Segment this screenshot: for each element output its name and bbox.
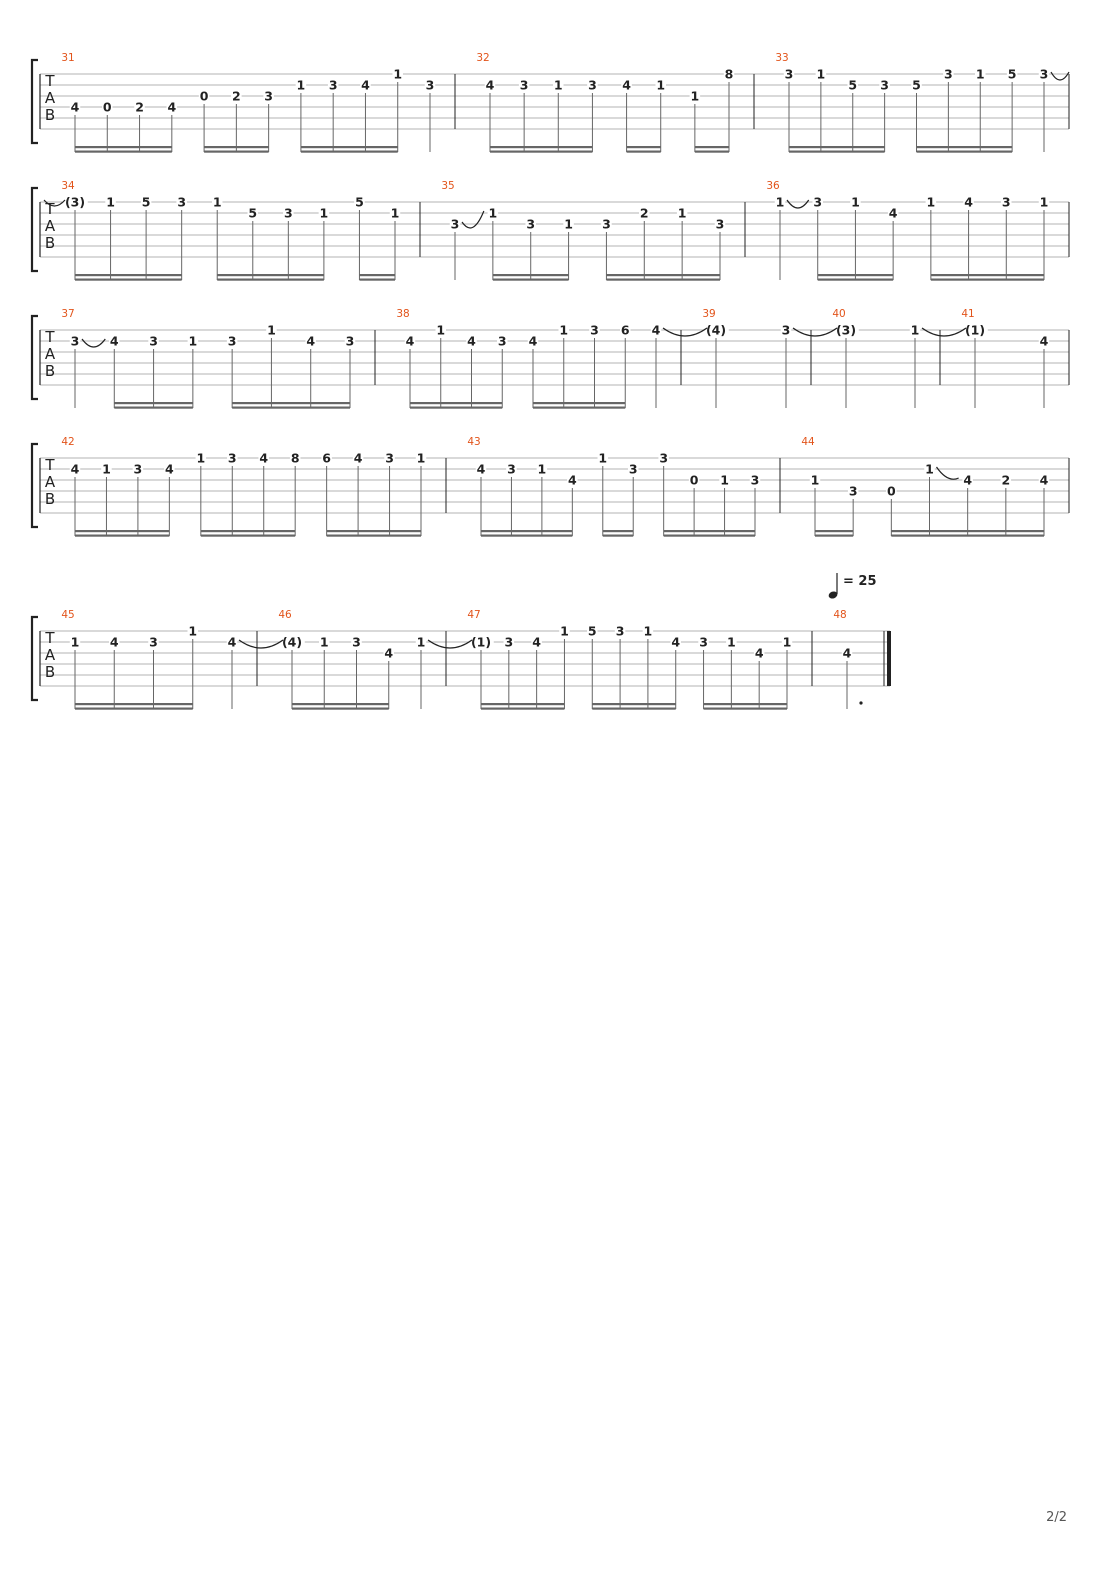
- fret-number: 1: [559, 322, 569, 338]
- fret-number: 1: [102, 461, 111, 477]
- fret-number: 4: [485, 77, 495, 93]
- fret-number: 3: [602, 216, 611, 232]
- fret-number: 0: [886, 483, 896, 499]
- fret-number: (4): [705, 322, 727, 338]
- fret-number: 4: [963, 472, 973, 488]
- measure-number: 33: [775, 52, 789, 64]
- fret-number: 1: [727, 634, 736, 650]
- beam-primary: [493, 279, 569, 281]
- fret-number: 2: [639, 205, 649, 221]
- fret-number: 1: [925, 461, 934, 477]
- beam-primary: [75, 151, 172, 153]
- beam-secondary: [917, 146, 1013, 148]
- fret-number: 5: [355, 194, 364, 210]
- beam-secondary: [410, 402, 502, 404]
- fret-number: 4: [671, 634, 681, 650]
- fret-number: 3: [519, 77, 529, 93]
- clef-letter-a: A: [44, 217, 56, 235]
- fret-number: 4: [754, 645, 764, 661]
- measure-number: 48: [833, 609, 847, 621]
- fret-number: 3: [1039, 66, 1049, 82]
- fret-number: 1: [553, 77, 563, 93]
- clef-letter-t: T: [45, 629, 55, 647]
- fret-number: 1: [416, 450, 426, 466]
- fret-number: 3: [699, 634, 708, 650]
- tie-arc: [462, 211, 484, 228]
- fret-number: 1: [560, 623, 569, 639]
- clef-letter-t: T: [45, 72, 55, 90]
- beam-secondary: [930, 530, 1045, 532]
- beam-primary: [481, 535, 572, 537]
- beam-primary: [75, 279, 182, 281]
- beam-secondary: [664, 530, 755, 532]
- fret-number: 4: [70, 99, 80, 115]
- beam-secondary: [704, 703, 787, 705]
- fret-number: 8: [290, 450, 300, 466]
- beam-secondary: [627, 146, 661, 148]
- beam-primary: [232, 407, 350, 409]
- fret-number: 1: [975, 66, 985, 82]
- beam-primary: [75, 535, 169, 537]
- beam-secondary: [481, 703, 564, 705]
- fret-number: 3: [425, 77, 435, 93]
- measure-number: 34: [61, 180, 75, 192]
- fret-number: (1): [964, 322, 986, 338]
- beam-primary: [301, 151, 398, 153]
- beam-secondary: [606, 274, 720, 276]
- beam-primary: [533, 407, 625, 409]
- fret-number: 4: [306, 333, 316, 349]
- system-bracket: [32, 444, 38, 527]
- fret-number: 3: [328, 77, 338, 93]
- fret-number: 3: [264, 88, 273, 104]
- fret-number: 1: [70, 634, 80, 650]
- measure-number: 39: [702, 308, 716, 320]
- beam-primary: [114, 407, 193, 409]
- fret-number: (3): [835, 322, 857, 338]
- fret-number: 3: [70, 333, 80, 349]
- fret-number: 3: [1001, 194, 1011, 210]
- clef-letter-b: B: [44, 106, 56, 124]
- beam-secondary: [891, 530, 929, 532]
- beam-secondary: [818, 274, 893, 276]
- beam-primary: [606, 279, 720, 281]
- fret-number: 3: [352, 634, 361, 650]
- beam-secondary: [301, 146, 398, 148]
- beam-secondary: [592, 703, 675, 705]
- beam-secondary: [359, 274, 395, 276]
- fret-number: 4: [109, 634, 119, 650]
- fret-number: 3: [784, 66, 794, 82]
- tie-arc: [239, 640, 283, 648]
- beam-primary: [75, 708, 193, 710]
- fret-number: (4): [281, 634, 303, 650]
- fret-number: 1: [488, 205, 498, 221]
- beam-secondary: [327, 530, 421, 532]
- fret-number: 3: [813, 194, 823, 210]
- fret-number: 4: [476, 461, 486, 477]
- fret-number: 3: [345, 333, 355, 349]
- tie-arc: [663, 328, 707, 336]
- system-bracket: [32, 60, 38, 143]
- fret-number: 3: [133, 461, 143, 477]
- clef-letter-t: T: [45, 200, 55, 218]
- fret-number: 4: [622, 77, 631, 93]
- fret-number: 6: [322, 450, 331, 466]
- fret-number: 1: [926, 194, 936, 210]
- fret-number: 4: [167, 99, 177, 115]
- beam-secondary: [75, 530, 169, 532]
- beam-secondary: [201, 530, 295, 532]
- fret-number: 3: [848, 483, 858, 499]
- measure-number: 37: [61, 308, 75, 320]
- beam-primary: [930, 535, 1045, 537]
- clef-letter-b: B: [44, 663, 56, 681]
- fret-number: 1: [106, 194, 115, 210]
- fret-number: 5: [1007, 66, 1017, 82]
- clef-letter-t: T: [45, 328, 55, 346]
- tie-arc: [82, 339, 105, 347]
- beam-primary: [704, 708, 787, 710]
- beam-secondary: [232, 402, 350, 404]
- fret-number: 4: [384, 645, 394, 661]
- fret-number: 3: [385, 450, 394, 466]
- beam-primary: [201, 535, 295, 537]
- fret-number: 4: [964, 194, 973, 210]
- fret-number: 4: [361, 77, 370, 93]
- beam-primary: [789, 151, 885, 153]
- fret-number: 4: [888, 205, 898, 221]
- fret-number: 1: [564, 216, 573, 232]
- system-bracket: [32, 316, 38, 399]
- beam-secondary: [533, 402, 625, 404]
- fret-number: 4: [109, 333, 119, 349]
- fret-number: 1: [188, 333, 198, 349]
- beam-primary: [292, 708, 389, 710]
- fret-number: 3: [615, 623, 625, 639]
- beam-primary: [891, 535, 929, 537]
- fret-number: 3: [507, 461, 516, 477]
- fret-number: 1: [212, 194, 222, 210]
- fret-number: 8: [724, 66, 734, 82]
- fret-number: 5: [587, 623, 597, 639]
- fret-number: 3: [177, 194, 187, 210]
- fret-number: 1: [598, 450, 608, 466]
- beam-secondary: [789, 146, 885, 148]
- fret-number: (1): [470, 634, 492, 650]
- fret-number: 3: [750, 472, 760, 488]
- tie-arc: [793, 328, 837, 336]
- beam-secondary: [490, 146, 592, 148]
- tempo-value: = 25: [843, 574, 877, 589]
- beam-primary: [815, 535, 853, 537]
- fret-number: 3: [450, 216, 460, 232]
- fret-number: 3: [149, 634, 158, 650]
- fret-number: 1: [1039, 194, 1049, 210]
- fret-number: 1: [537, 461, 547, 477]
- beam-secondary: [114, 402, 193, 404]
- measure-number: 36: [766, 180, 780, 192]
- beam-primary: [217, 279, 324, 281]
- beam-primary: [664, 535, 755, 537]
- clef-letter-b: B: [44, 362, 56, 380]
- measure-number: 47: [467, 609, 481, 621]
- fret-number: 1: [390, 205, 400, 221]
- fret-number: 4: [165, 461, 174, 477]
- clef-letter-a: A: [44, 89, 56, 107]
- fret-number: 1: [319, 634, 329, 650]
- fret-number: 1: [720, 472, 729, 488]
- rhythm-dot: [859, 701, 862, 704]
- tie-arc: [787, 200, 809, 208]
- measure-number: 46: [278, 609, 292, 621]
- fret-number: 1: [910, 322, 920, 338]
- fret-number: 5: [141, 194, 151, 210]
- fret-number: 1: [436, 322, 446, 338]
- fret-number: 1: [643, 623, 653, 639]
- fret-number: 1: [690, 88, 700, 104]
- fret-number: 1: [782, 634, 792, 650]
- clef-letter-a: A: [44, 345, 56, 363]
- measure-number: 42: [61, 436, 75, 448]
- measure-number: 38: [396, 308, 410, 320]
- fret-number: 4: [405, 333, 415, 349]
- fret-number: 3: [227, 450, 237, 466]
- beam-primary: [627, 151, 661, 153]
- fret-number: 1: [816, 66, 826, 82]
- fret-number: 4: [353, 450, 363, 466]
- beam-primary: [931, 279, 1044, 281]
- clef-letter-a: A: [44, 646, 56, 664]
- fret-number: 4: [467, 333, 476, 349]
- beam-secondary: [603, 530, 633, 532]
- fret-number: 3: [880, 77, 889, 93]
- fret-number: 1: [393, 66, 403, 82]
- beam-secondary: [815, 530, 853, 532]
- clef-letter-b: B: [44, 234, 56, 252]
- fret-number: 3: [659, 450, 669, 466]
- beam-primary: [695, 151, 729, 153]
- fret-number: 1: [296, 77, 306, 93]
- fret-number: 4: [227, 634, 237, 650]
- fret-number: 4: [528, 333, 538, 349]
- beam-secondary: [695, 146, 729, 148]
- measure-number: 43: [467, 436, 481, 448]
- final-barline: [887, 631, 891, 686]
- measure-number: 41: [961, 308, 975, 320]
- fret-number: 1: [677, 205, 687, 221]
- fret-number: 2: [135, 99, 144, 115]
- fret-number: 5: [248, 205, 258, 221]
- fret-number: 1: [267, 322, 276, 338]
- beam-secondary: [481, 530, 572, 532]
- beam-secondary: [75, 703, 193, 705]
- fret-number: 3: [715, 216, 725, 232]
- page-number: 2/2: [1046, 1510, 1067, 1525]
- fret-number: 1: [775, 194, 785, 210]
- fret-number: 1: [319, 205, 329, 221]
- measure-number: 44: [801, 436, 815, 448]
- clef-letter-b: B: [44, 490, 56, 508]
- tie-arc: [428, 640, 472, 648]
- beam-secondary: [217, 274, 324, 276]
- fret-number: 6: [620, 322, 630, 338]
- fret-number: 4: [651, 322, 661, 338]
- fret-number: 1: [196, 450, 206, 466]
- fret-number: 5: [848, 77, 858, 93]
- fret-number: 3: [526, 216, 536, 232]
- fret-number: 0: [689, 472, 699, 488]
- fret-number: 3: [944, 66, 953, 82]
- fret-number: (3): [64, 194, 86, 210]
- measure-number: 32: [476, 52, 490, 64]
- beam-secondary: [75, 274, 182, 276]
- beam-primary: [410, 407, 502, 409]
- beam-secondary: [931, 274, 1044, 276]
- beam-primary: [917, 151, 1013, 153]
- fret-number: 3: [497, 333, 507, 349]
- fret-number: 4: [259, 450, 269, 466]
- fret-number: 3: [504, 634, 514, 650]
- fret-number: 1: [188, 623, 198, 639]
- beam-primary: [603, 535, 633, 537]
- fret-number: 4: [1039, 333, 1049, 349]
- beam-primary: [481, 708, 564, 710]
- tie-arc: [922, 328, 966, 336]
- fret-number: 3: [283, 205, 293, 221]
- fret-number: 0: [199, 88, 209, 104]
- beam-primary: [204, 151, 269, 153]
- fret-number: 3: [590, 322, 599, 338]
- fret-number: 0: [102, 99, 112, 115]
- system-bracket: [32, 188, 38, 271]
- fret-number: 1: [656, 77, 666, 93]
- fret-number: 4: [532, 634, 541, 650]
- fret-number: 3: [781, 322, 791, 338]
- beam-primary: [359, 279, 395, 281]
- fret-number: 4: [842, 645, 852, 661]
- fret-number: 3: [149, 333, 158, 349]
- clef-letter-a: A: [44, 473, 56, 491]
- fret-number: 3: [227, 333, 237, 349]
- fret-number: 2: [1001, 472, 1011, 488]
- fret-number: 1: [851, 194, 860, 210]
- measure-number: 45: [61, 609, 75, 621]
- system-bracket: [32, 617, 38, 700]
- fret-number: 4: [70, 461, 80, 477]
- beam-secondary: [204, 146, 269, 148]
- fret-number: 5: [912, 77, 921, 93]
- fret-number: 3: [588, 77, 597, 93]
- clef-letter-t: T: [45, 456, 55, 474]
- beam-primary: [490, 151, 592, 153]
- fret-number: 3: [628, 461, 638, 477]
- measure-number: 40: [832, 308, 846, 320]
- fret-number: 4: [567, 472, 577, 488]
- tie-arc: [1051, 72, 1069, 80]
- fret-number: 4: [1039, 472, 1049, 488]
- measure-number: 31: [61, 52, 75, 64]
- beam-secondary: [292, 703, 389, 705]
- beam-secondary: [493, 274, 569, 276]
- measure-number: 35: [441, 180, 455, 192]
- beam-primary: [592, 708, 675, 710]
- beam-primary: [818, 279, 893, 281]
- fret-number: 1: [810, 472, 820, 488]
- beam-secondary: [75, 146, 172, 148]
- fret-number: 2: [232, 88, 241, 104]
- fret-number: 1: [416, 634, 426, 650]
- beam-primary: [327, 535, 421, 537]
